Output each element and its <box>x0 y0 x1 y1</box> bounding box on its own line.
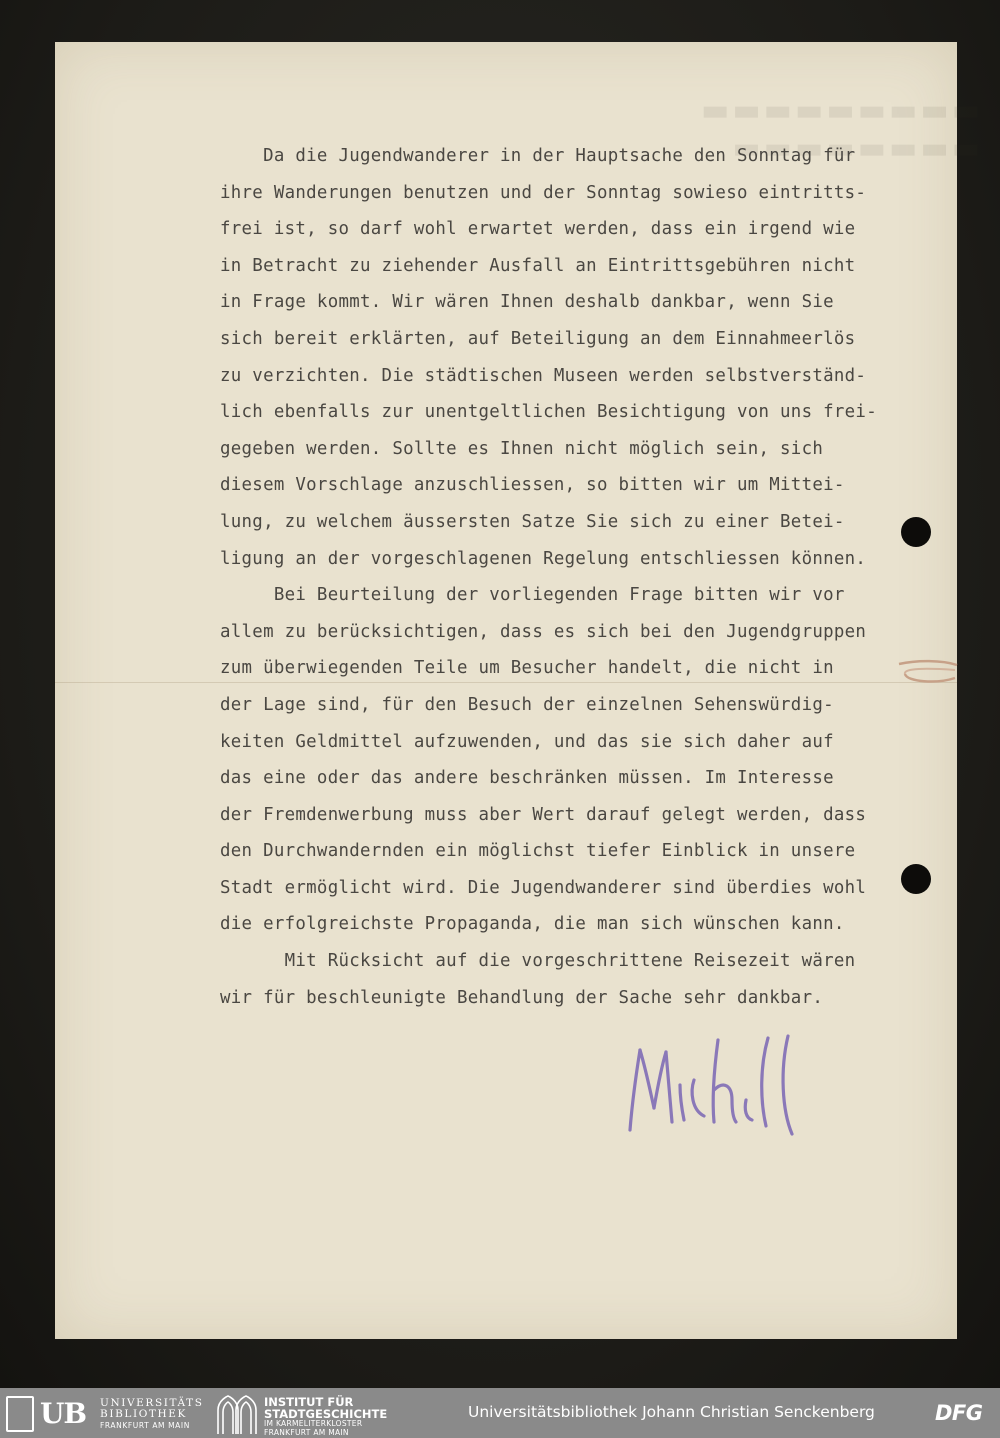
library-title-link[interactable]: Universitätsbibliothek Johann Christian Senckenberg <box>468 1403 875 1421</box>
footer-bar <box>0 1388 1000 1438</box>
ub-line-1: UNIVERSITÄTS <box>100 1397 204 1409</box>
letter-line: Da die Jugendwanderer in der Hauptsache den Sonntag für <box>220 146 856 166</box>
ub-logo[interactable] <box>6 1394 206 1434</box>
dfg-logo[interactable]: DFG <box>935 1401 983 1425</box>
letter-line: zu verzichten. Die städtischen Museen werden selbstverständ- <box>220 365 867 386</box>
letter-line: den Durchwandernden ein möglichst tiefer Einblick in unsere <box>220 841 856 862</box>
isg-line-3: IM KARMELITERKLOSTER <box>264 1419 363 1428</box>
letter-line: wir für beschleunigte Behandlung der Sache sehr dankbar. <box>220 987 824 1008</box>
letter-line: zum überwiegenden Teile um Besucher handelt, die nicht in <box>220 658 834 679</box>
isg-line-1: INSTITUT FÜR <box>264 1395 354 1409</box>
gothic-arches-icon <box>214 1394 258 1434</box>
letter-line: ligung an der vorgeschlagenen Regelung entschliessen können. <box>220 548 867 569</box>
letter-line: Stadt ermöglicht wird. Die Jugendwanderer sind überdies wohl <box>220 877 867 898</box>
letter-line: sich bereit erklärten, auf Beteiligung an dem Einnahmeerlös <box>220 328 856 349</box>
letter-line: keiten Geldmittel aufzuwenden, und das sie sich daher auf <box>220 731 834 752</box>
letter-line: frei ist, so darf wohl erwartet werden, dass ein irgend wie <box>220 219 856 240</box>
letter-line: diesem Vorschlage anzuschliessen, so bitten wir um Mittei- <box>220 475 845 496</box>
ub-line-3: FRANKFURT AM MAIN <box>100 1421 190 1430</box>
ub-emblem-icon <box>6 1396 34 1432</box>
letter-line: lung, zu welchem äussersten Satze Sie sich zu einer Betei- <box>220 511 845 532</box>
letter-line: Mit Rücksicht auf die vorgeschrittene Reisezeit wären <box>220 951 856 972</box>
letter-line: das eine oder das andere beschränken müssen. Im Interesse <box>220 768 834 789</box>
letter-line: allem zu berücksichtigen, dass es sich bei den Jugendgruppen <box>220 621 867 642</box>
isg-line-4: FRANKFURT AM MAIN <box>264 1427 349 1437</box>
ub-line-2: BIBLIOTHEK <box>100 1408 187 1420</box>
letter-line: die erfolgreichste Propaganda, die man sich wünschen kann. <box>220 914 845 935</box>
ub-name <box>100 1398 204 1431</box>
letter-line: in Frage kommt. Wir wären Ihnen deshalb dankbar, wenn Sie <box>220 292 834 313</box>
letter-line: lich ebenfalls zur unentgeltlichen Besichtigung von uns frei- <box>220 402 877 423</box>
isg-logo[interactable] <box>214 1394 414 1437</box>
letter-line: Bei Beurteilung der vorliegenden Frage bitten wir vor <box>220 585 845 606</box>
letter-body <box>220 138 920 1016</box>
isg-line-2: STADTGESCHICHTE <box>264 1406 388 1421</box>
letterhead-show-through: ▬▬▬▬▬▬▬▬▬ ▬▬▬▬▬▬▬▬ <box>697 93 980 166</box>
handwritten-signature <box>620 1030 810 1140</box>
letter-line: gegeben werden. Sollte es Ihnen nicht möglich sein, sich <box>220 438 824 459</box>
letter-line: der Lage sind, für den Besuch der einzelnen Sehenswürdig- <box>220 694 834 715</box>
isg-name <box>264 1397 387 1437</box>
ub-letters: UB <box>40 1397 87 1430</box>
letter-line: ihre Wanderungen benutzen und der Sonntag sowieso eintritts- <box>220 182 867 203</box>
letter-line: in Betracht zu ziehender Ausfall an Eintrittsgebühren nicht <box>220 255 856 276</box>
letter-line: der Fremdenwerbung muss aber Wert darauf gelegt werden, dass <box>220 804 867 825</box>
